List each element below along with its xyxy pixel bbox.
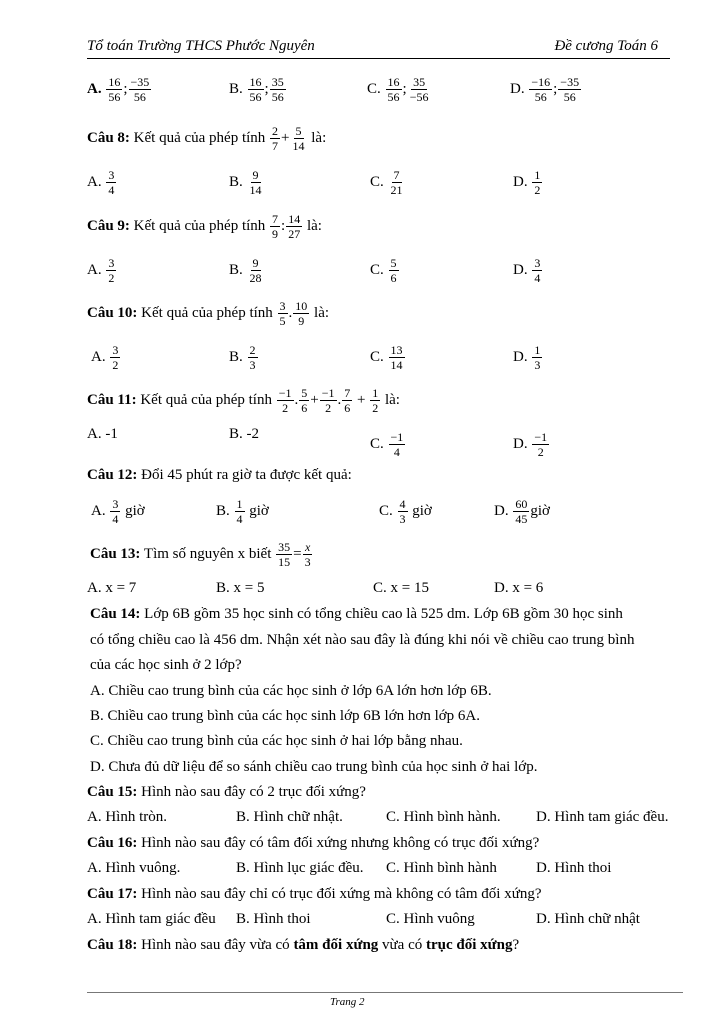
q16-option-a: A. Hình vuông. [87,860,181,876]
q15-option-c: C. Hình bình hành. [386,809,501,825]
header-doc-title: Đề cương Toán 6 [554,38,658,54]
q11-question: Câu 11: Kết quả của phép tính $\frac{-1}{2}$ . $\frac{5}{6}$ + $\frac{-1}{2}$ . $\frac{7}{6}$ + $\frac{1}{2}$ là: [87,386,400,415]
q8-option-c: C. $\frac{7}{21}$ [370,168,403,197]
q10-option-a: A. $\frac{3}{2}$ [91,343,119,372]
q8-option-b: B. $\frac{9}{14}$ [229,168,262,197]
q8-option-a: A. $\frac{3}{4}$ [87,168,115,197]
q14-question-line1: Câu 14: Lớp 6B gồm 35 học sinh có tổng chiều cao là 525 dm. Lớp 6B gồm 30 học sinh [90,606,623,622]
q13-question: Câu 13: Tìm số nguyên x biết $\frac{35}{15}$ = $\frac{x}{3}$ [90,540,311,569]
page-header [87,38,670,59]
header-school: Tổ toán Trường THCS Phước Nguyên [87,38,315,54]
q13-option-b: B. x = 5 [216,580,265,596]
q17-option-a: A. Hình tam giác đều [87,911,216,927]
q13-option-c: C. x = 15 [373,580,429,596]
q12-option-b: B. $\frac{1}{4}$ giờ [216,497,269,526]
q15-option-b: B. Hình chữ nhật. [236,809,343,825]
q12-option-a: A. $\frac{3}{4}$ giờ [91,497,145,526]
q7-option-d: D. $\frac{-16}{56}$ ; $\frac{-35}{56}$ [510,75,580,104]
q10-option-b: B. $\frac{2}{3}$ [229,343,256,372]
q14-option-b: B. Chiều cao trung bình của các học sinh lớp 6B lớn hơn lớp 6A. [90,708,480,724]
q7-option-a: A. $\frac{16}{56}$ ; $\frac{-35}{56}$ [87,75,150,104]
q16-option-d: D. Hình thoi [536,860,612,876]
q12-question: Câu 12: Đổi 45 phút ra giờ ta được kết quả: [87,467,352,483]
q9-option-c: C. $\frac{5}{6}$ [370,256,397,285]
q14-option-d: D. Chưa đủ dữ liệu để so sánh chiều cao trung bình của học sinh ở hai lớp. [90,759,538,775]
q17-option-b: B. Hình thoi [236,911,311,927]
q17-question: Câu 17: Hình nào sau đây chỉ có trục đối xứng mà không có tâm đối xứng? [87,886,542,902]
q11-option-a: A. -1 [87,426,118,442]
q12-option-c: C. $\frac{4}{3}$ giờ [379,497,432,526]
page-number: Trang 2 [330,996,365,1008]
q14-option-c: C. Chiều cao trung bình của các học sinh ở hai lớp bằng nhau. [90,733,463,749]
q16-question: Câu 16: Hình nào sau đây có tâm đối xứng nhưng không có trục đối xứng? [87,835,540,851]
q7-option-b: B. $\frac{16}{56}$ ; $\frac{35}{56}$ [229,75,284,104]
q11-option-c: C. $\frac{-1}{4}$ [370,430,404,459]
q15-option-d: D. Hình tam giác đều. [536,809,669,825]
q8-option-d: D. $\frac{1}{2}$ [513,168,541,197]
q14-option-a: A. Chiều cao trung bình của các học sinh ở lớp 6A lớn hơn lớp 6B. [90,683,492,699]
q14-question-line3: của các học sinh ở 2 lớp? [90,657,242,673]
q15-option-a: A. Hình tròn. [87,809,167,825]
q11-option-b: B. -2 [229,426,259,442]
q9-option-d: D. $\frac{3}{4}$ [513,256,541,285]
page-footer [87,992,683,1008]
q9-option-b: B. $\frac{9}{28}$ [229,256,262,285]
q17-option-c: C. Hình vuông [386,911,475,927]
q10-question: Câu 10: Kết quả của phép tính $\frac{3}{5}$ . $\frac{10}{9}$ là: [87,299,330,328]
q15-question: Câu 15: Hình nào sau đây có 2 trục đối xứng? [87,784,366,800]
q10-option-d: D. $\frac{1}{3}$ [513,343,541,372]
q12-option-d: D. $\frac{60}{45}$ giờ [494,497,550,526]
q9-option-a: A. $\frac{3}{2}$ [87,256,115,285]
q16-option-b: B. Hình lục giác đều. [236,860,364,876]
q9-question: Câu 9: Kết quả của phép tính $\frac{7}{9}$ : $\frac{14}{27}$ là: [87,212,322,241]
q8-question: Câu 8: Kết quả của phép tính $\frac{2}{7}$ + $\frac{5}{14}$ là: [87,124,327,153]
q7-option-c: C. $\frac{16}{56}$ ; $\frac{35}{-56}$ [367,75,429,104]
q17-option-d: D. Hình chữ nhật [536,911,640,927]
q13-option-d: D. x = 6 [494,580,544,596]
q18-question: Câu 18: Hình nào sau đây vừa có tâm đối xứng vừa có trục đối xứng? [87,937,520,953]
q16-option-c: C. Hình bình hành [386,860,497,876]
q14-question-line2: có tổng chiều cao là 456 dm. Nhận xét nào sau đây là đúng khi nói về chiều cao trung bình [90,632,635,648]
q13-option-a: A. x = 7 [87,580,137,596]
q10-option-c: C. $\frac{13}{14}$ [370,343,403,372]
q11-option-d: D. $\frac{-1}{2}$ [513,430,548,459]
